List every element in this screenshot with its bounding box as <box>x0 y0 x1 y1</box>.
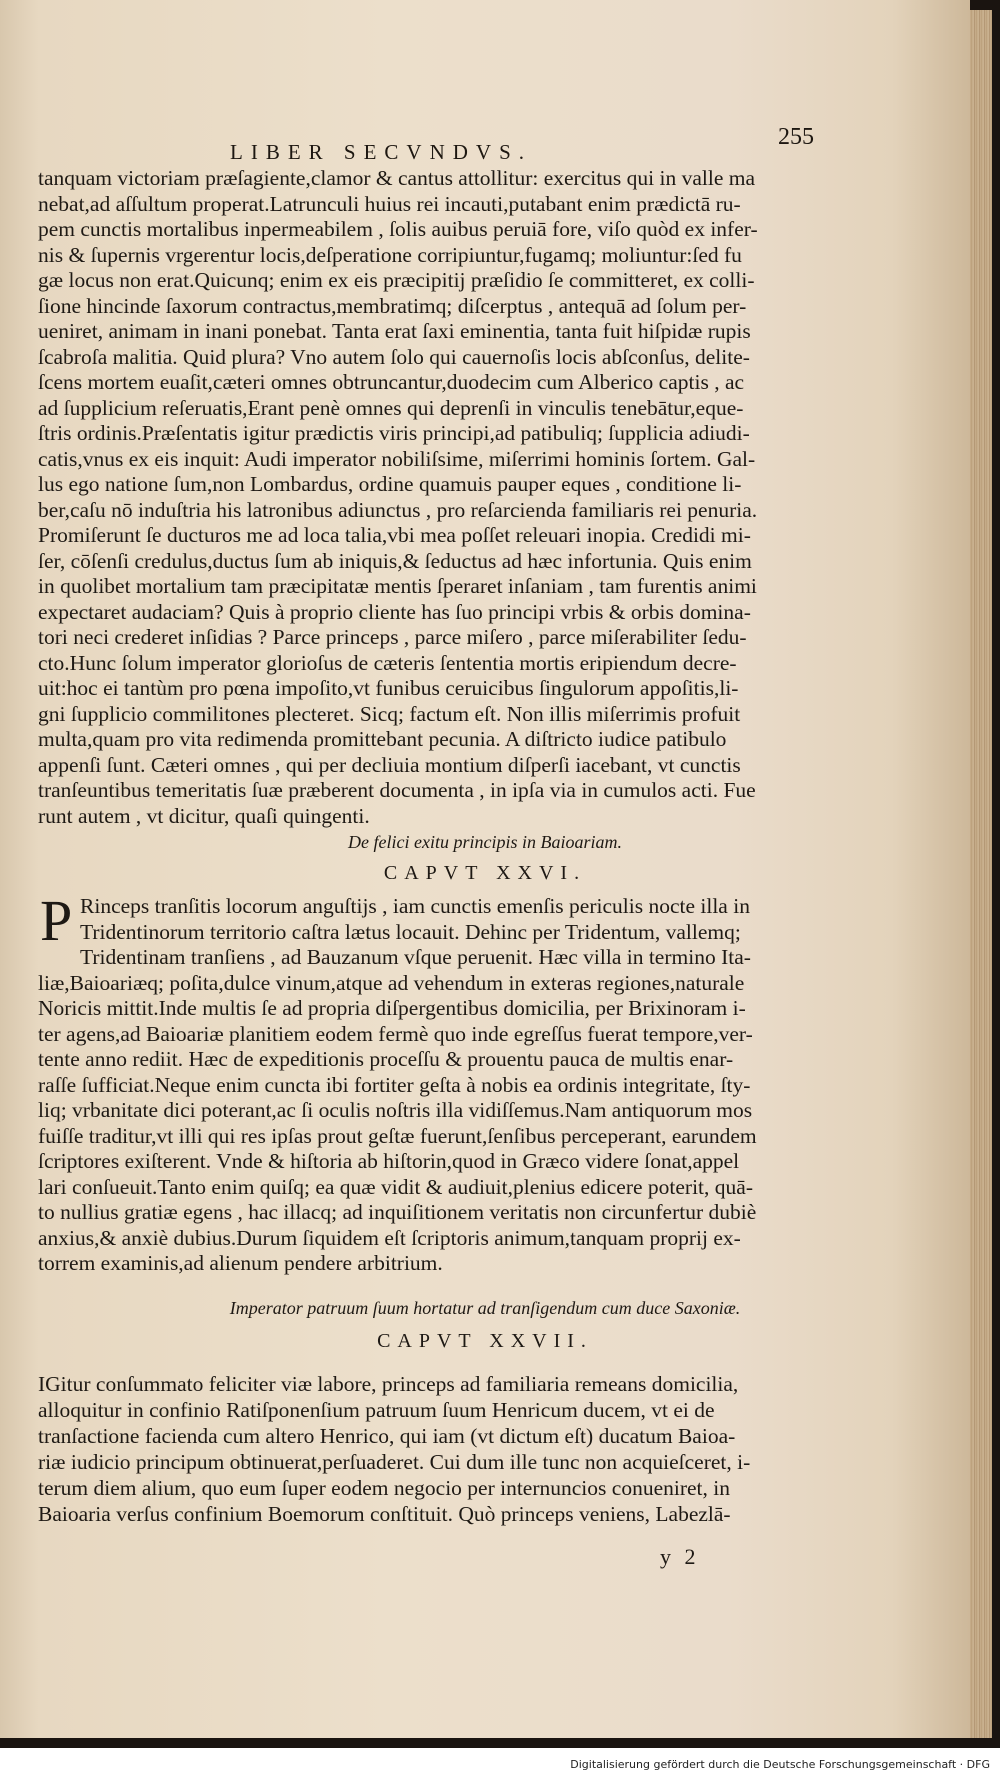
text-line: Baioaria verſus confinium Boemorum conſtituit. Quò princeps veniens, Labezlā- <box>38 1502 731 1526</box>
text-line: terum diem alium, quo eum ſuper eodem negocio per internuncios conueniret, in <box>38 1476 730 1500</box>
text-line: lari conſueuit.Tanto enim quiſq; ea quæ vidit & audiuit,plenius edicere poterit, quā- <box>38 1174 753 1199</box>
text-line: Noricis mittit.Inde multis ſe ad propria diſpergentibus domicilia, per Brixinoram i- <box>38 996 746 1020</box>
text-line: appenſi ſunt. Cæteri omnes , qui per decliuia montium diſperſi iacebant, vt cunctis <box>38 752 741 777</box>
text-line: Tridentinam tranſiens , ad Bauzanum vſque peruenit. Hæc villa in termino Ita- <box>80 945 751 969</box>
text-line: ſcabroſa malitia. Quid plura? Vno autem ſolo qui cauernoſis locis abſconſus, delite- <box>38 344 750 369</box>
text-line: liq; vrbanitate dici poterant,ac ſi oculis noſtris illa vidiſſemus.Nam antiquorum mos <box>38 1098 753 1122</box>
text-line: anxius,& anxiè dubius.Durum ſiquidem eſt ſcriptoris animum,tanquam proprij ex- <box>38 1225 741 1250</box>
text-line: Tridentinorum territorio caſtra lætus locauit. Dehinc per Tridentum, vallemq; <box>80 919 741 944</box>
text-line: ueniret, animam in inani ponebat. Tanta erat ſaxi eminentia, tanta fuit hiſpidæ rupis <box>38 319 751 343</box>
chapter-26-subtitle: De felici exitu principis in Baioariam. <box>348 832 622 852</box>
running-head: LIBER SECVNDVS. <box>230 140 533 164</box>
text-line: gæ locus non erat.Quicunq; enim ex eis præcipitij præſidio ſe committeret, ex colli- <box>38 268 755 292</box>
text-line: tori neci crederet inſidias ? Parce princeps , parce miſero , parce miſerabiliter ſedu- <box>38 625 747 649</box>
text-line: liæ,Baioariæq; poſita,dulce vinum,atque ad vehendum in exteras regiones,naturale <box>38 970 745 995</box>
drop-cap: P <box>40 888 73 953</box>
text-line: tranſeuntibus temeritatis ſuæ præberent documenta , in ipſa via in cumulos acti. Fue <box>38 778 756 802</box>
text-line: multa,quam pro vita redimenda promittebant pecunia. A diſtricto iudice patibulo <box>38 727 727 751</box>
text-line: in quolibet mortalium tam præcipitatæ mentis ſperaret inſaniam , tam furentis animi <box>38 574 757 598</box>
text-line: fuiſſe traditur,vt illi qui res ipſas prout geſtæ fuerunt,ſenſibus perceperant, earundem <box>38 1123 757 1148</box>
text-line: alloquitur in confinio Ratiſponenſium patruum ſuum Henricum ducem, vt ei de <box>38 1398 715 1422</box>
text-line: gni ſupplicio commilitones plecteret. Sicq; factum eſt. Non illis miſerrimis profuit <box>38 701 741 726</box>
text-line: tanquam victoriam præſagiente,clamor & cantus attollitur: exercitus qui in valle ma <box>38 166 756 190</box>
chapter-27-subtitle: Imperator patruum ſuum hortatur ad tranſigendum cum duce Saxoniæ. <box>229 1298 741 1318</box>
text-line: ſtris ordinis.Præſentatis igitur prædictis viris principi,ad patibuliq; ſupplicia adiudi- <box>38 421 750 445</box>
text-line: ſione hincinde ſaxorum contractus,membratimq; diſcerptus , antequā ad ſolum per- <box>38 293 747 318</box>
text-line: pem cunctis mortalibus inpermeabilem , ſolis auibus peruiā fore, viſo quòd ex infer- <box>38 217 758 241</box>
text-line: ad ſupplicium reſeruatis,Erant penè omnes qui deprenſi in vinculis tenebātur,eque- <box>38 395 744 420</box>
chapter-27-heading: CAPVT XXVII. <box>377 1330 593 1352</box>
text-line: uit:hoc ei tantùm pro pœna impoſito,vt funibus ceruicibus ſingulorum appoſitis,li- <box>38 676 739 700</box>
text-line: IGitur conſummato feliciter viæ labore, princeps ad familiaria remeans domicilia, <box>38 1372 739 1396</box>
text-line: tente anno rediit. Hæc de expeditionis proceſſu & prouentu pauca de multis enar- <box>38 1047 734 1071</box>
text-line: ter agens,ad Baioariæ planitiem eodem fermè quo inde egreſſus fuerat tempore,ver- <box>38 1021 753 1046</box>
text-line: expectaret audaciam? Quis à proprio cliente has ſuo principi vrbis & orbis domina- <box>38 599 751 624</box>
text-line: ber,caſu nō induſtria his latronibus adiunctus , pro reſarcienda familiaris rei penuria. <box>38 497 758 522</box>
text-line: raſſe ſufficiat.Neque enim cuncta ibi fortiter geſta à nobis ea ordinis integritate, ſty- <box>38 1072 751 1097</box>
text-line: riæ iudicio principum obtinuerat,perſuaderet. Cui dum ille tunc non acquieſceret, i- <box>38 1450 751 1474</box>
footer-credit: Digitalisierung gefördert durch die Deutsche Forschungsgemeinschaft · DFG <box>570 1758 990 1771</box>
text-line: ſcens mortem euaſit,cæteri omnes obtruncantur,duodecim cum Alberico captis , ac <box>38 370 745 394</box>
text-line: nis & ſupernis vrgerentur locis,deſperatione corripiuntur,fugamq; moliuntur:ſed fu <box>38 242 742 267</box>
text-line: Promiſerunt ſe ducturos me ad loca talia,vbi mea poſſet releuari inopia. Credidi mi- <box>38 523 751 547</box>
text-line: ſer, cōſenſi credulus,ductus ſum ab iniquis,& ſeductus ad hæc infortunia. Quis enim <box>38 548 752 573</box>
page-edges <box>970 10 992 1738</box>
page-number: 255 <box>778 124 814 150</box>
text-line: cto.Hunc ſolum imperator glorioſus de cæteris ſententia mortis eripiendum decre- <box>38 650 737 675</box>
text-line: nebat,ad aſſultum properat.Latrunculi huius rei incauti,putabant enim prædictā ru- <box>38 191 741 216</box>
text-line: ſcriptores exiſterent. Vnde & hiſtoria ab hiſtorin,quod in Græco videre ſonat,appel <box>38 1149 740 1173</box>
text-line: runt autem , vt dicitur, quaſi quingenti. <box>38 803 370 828</box>
text-line: to nullius gratiæ egens , hac illacq; ad inquiſitionem veritatis non circunfertur dubiè <box>38 1200 757 1224</box>
signature-mark: y 2 <box>660 1544 700 1569</box>
text-line: catis,vnus ex eis inquit: Audi imperator nobiliſsime, miſerrimi hominis ſortem. Gal- <box>38 446 756 471</box>
text-line: lus ego natione ſum,non Lombardus, ordine quamuis pauper eques , conditione li- <box>38 472 742 496</box>
text-line: torrem examinis,ad alienum pendere arbitrium. <box>38 1251 443 1275</box>
text-line: tranſactione facienda cum altero Henrico, qui iam (vt dictum eſt) ducatum Baioa- <box>38 1424 736 1448</box>
chapter-26-heading: CAPVT XXVI. <box>383 862 587 884</box>
text-line: Rinceps tranſitis locorum anguſtijs , iam cunctis emenſis periculis nocte illa in <box>80 894 750 918</box>
